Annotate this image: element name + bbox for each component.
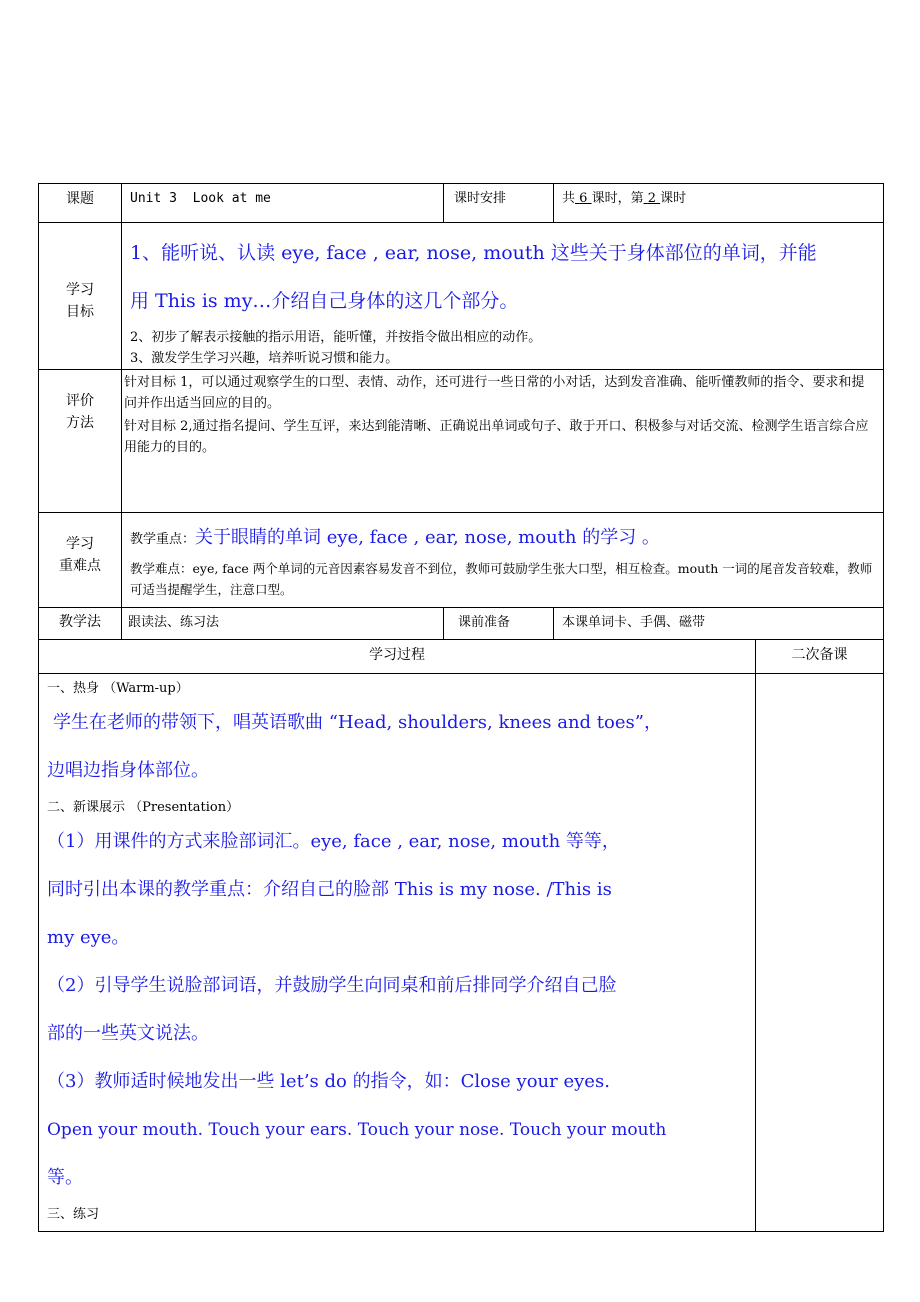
second-prep-content-cell (756, 674, 884, 1232)
focus-label-cell (39, 513, 122, 608)
presentation-step-1-line-1: （1）用课件的方式来脸部词汇。eye, face , ear, nose, mouth 等等， (47, 831, 620, 852)
prep-value-cell (554, 608, 884, 640)
warmup-text-continued: 边唱边指身体部位。 (47, 760, 209, 781)
practice-title: 三、练习 (47, 1207, 100, 1222)
goal-1 (130, 229, 883, 277)
topic-value-cell (122, 184, 444, 223)
prep-label: 课前准备 (458, 615, 511, 630)
focus-content-cell (122, 513, 884, 608)
process-header-cell (39, 640, 756, 674)
prep-value: 本课单词卡、手偶、磁带 (562, 615, 706, 630)
presentation-step-2-line-2: 部的一些英文说法。 (47, 1023, 209, 1044)
topic-label: 课题 (66, 191, 94, 207)
topic-value: Unit 3 Look at me (130, 191, 271, 206)
presentation-title: 二、新课展示 （Presentation） (47, 800, 240, 815)
focus-label-line1: 学习 (66, 536, 94, 552)
method-label: 教学法 (59, 614, 101, 630)
key-point-label: 教学重点： (130, 532, 196, 547)
presentation-step-2-line-1: （2）引导学生说脸部词语，并鼓励学生向同桌和前后排同学介绍自己脸 (47, 975, 617, 996)
schedule-label-cell (444, 184, 554, 223)
schedule-label: 课时安排 (454, 191, 507, 206)
goals-row (39, 223, 884, 370)
key-point-text: 关于眼睛的单词 eye, face , ear, nose, mouth 的学习 。 (195, 527, 660, 548)
topic-label-cell (39, 184, 122, 223)
presentation-step-1-line-2: 同时引出本课的教学重点：介绍自己的脸部 This is my nose. /This is (47, 879, 612, 900)
warmup-title: 一、热身 （Warm-up） (47, 681, 189, 696)
process-header: 学习过程 (369, 647, 425, 663)
focus-label-line2: 重难点 (59, 558, 101, 574)
goal-3: 3、激发学生学习兴趣，培养听说习惯和能力。 (130, 351, 399, 366)
evaluation-label-line1: 评价 (66, 393, 94, 409)
schedule-current: 2 (647, 191, 657, 206)
goals-content-cell (122, 223, 884, 370)
goal-1-number: 1、 (130, 242, 162, 264)
schedule-total: 6 (579, 191, 588, 206)
second-prep-header-cell (756, 640, 884, 674)
process-header-row (39, 640, 884, 674)
prep-label-cell (444, 608, 554, 640)
method-value-cell (122, 608, 444, 640)
evaluation-content-cell (122, 370, 884, 513)
schedule-value (554, 184, 883, 209)
evaluation-label-cell (39, 370, 122, 513)
process-content-cell (39, 674, 756, 1232)
difficulty-point: 教学难点：eye, face 两个单词的元音因素容易发音不到位，教师可鼓励学生张大口型，相互检查。mouth 一词的尾音发音较难，教师可适当提醒学生，注意口型。 (130, 561, 873, 597)
process-content-row (39, 674, 884, 1232)
goals-label-cell (39, 223, 122, 370)
second-prep-header: 二次备课 (791, 647, 848, 663)
goals-label-line2: 目标 (66, 304, 94, 320)
schedule-mid: 课时，第 (591, 191, 644, 206)
presentation-step-3-line-2: Open your mouth. Touch your ears. Touch your nose. Touch your mouth (47, 1120, 667, 1140)
goal-1-continued: 用 This is my…介绍自己身体的这几个部分。 (130, 290, 519, 312)
presentation-step-1-line-3: my eye。 (47, 927, 130, 948)
evaluation-para-1: 针对目标 1，可以通过观察学生的口型、表情、动作，还可进行一些日常的小对话，达到发音准确、能听懂教师的指令、要求和提问并作出适当回应的目的。 (124, 375, 865, 411)
method-row (39, 608, 884, 640)
method-label-cell (39, 608, 122, 640)
schedule-prefix: 共 (562, 191, 576, 206)
evaluation-label-line2: 方法 (66, 415, 94, 431)
presentation-step-3-line-1: （3）教师适时候地发出一些 let’s do 的指令，如：Close your eyes. (47, 1071, 610, 1092)
topic-row (39, 184, 884, 223)
schedule-value-cell (554, 184, 884, 223)
evaluation-row (39, 370, 884, 513)
presentation-step-3-line-3: 等。 (47, 1167, 83, 1188)
evaluation-para-2: 针对目标 2,通过指名提问、学生互评，来达到能清晰、正确说出单词或句子、敢于开口、积极参与对话交流、检测学生语言综合应用能力的目的。 (124, 419, 869, 455)
schedule-suffix: 课时 (660, 191, 687, 206)
goal-2: 2、初步了解表示接触的指示用语，能听懂，并按指令做出相应的动作。 (130, 330, 542, 345)
focus-row (39, 513, 884, 608)
method-value: 跟读法、练习法 (128, 615, 220, 630)
key-point (122, 513, 883, 550)
goal-1-text: 能听说、认读 eye, face , ear, nose, mouth 这些关于身体部位的单词，并能 (161, 242, 817, 264)
goals-label-line1: 学习 (66, 282, 94, 298)
warmup-text: 学生在老师的带领下，唱英语歌曲 “Head, shoulders, knees and toes”， (53, 712, 662, 733)
lesson-plan-table (38, 183, 884, 1232)
